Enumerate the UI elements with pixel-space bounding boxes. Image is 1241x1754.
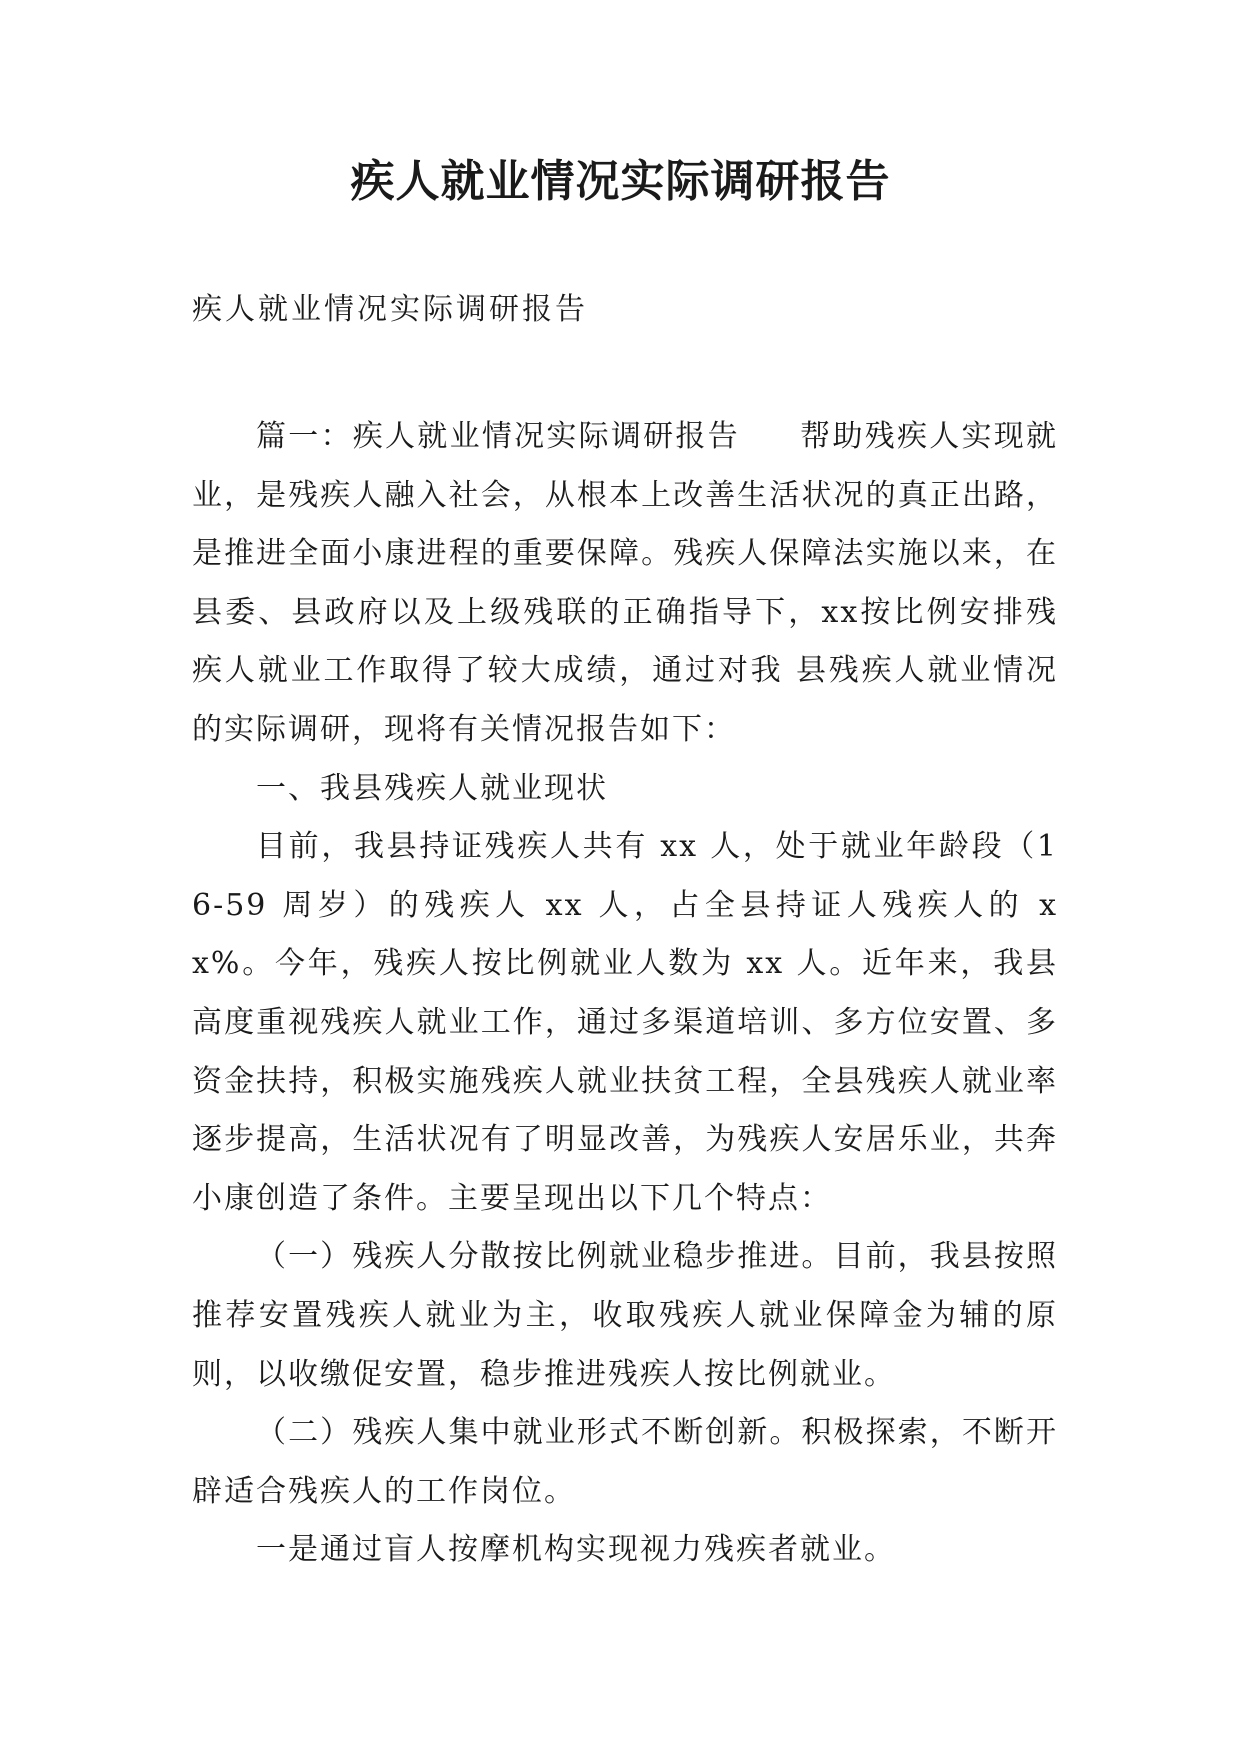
- paragraph-text: 帮助残疾人实现就业，是残疾人融入社会，从根本上改善生活状况的真正出路，是推进全面小康进程的重要保障。残疾人保障法实施以来，在县委、县政府以及上级残联的正确指导下，xx按比例安排残疾人就业工作取得了较大成绩，通过对我 县残疾人就业情况的实际调研，现将有关情况报告如下：: [192, 419, 1059, 747]
- paragraph-lead: 篇一：疾人就业情况实际调研报告: [256, 419, 740, 454]
- paragraph-point-one: （一）残疾人分散按比例就业稳步推进。目前，我县按照推荐安置残疾人就业为主，收取残疾人就业保障金为辅的原则，以收缴促安置，稳步推进残疾人按比例就业。: [192, 1239, 1058, 1392]
- document-body: [192, 408, 1058, 1580]
- paragraph-current-status: 目前，我县持证残疾人共有 xx 人，处于就业年龄段（16-59 周岁）的残疾人 xx 人，占全县持证人残疾人的 xx%。今年，残疾人按比例就业人数为 xx 人。近年来，我县高度重视残疾人就业工作，通过多渠道培训、多方位安置、多资金扶持，积极实施残疾人就业扶贫工程，全县残疾人就业率逐步提高，生活状况有了明显改善，为残疾人安居乐业，共奔小康创造了条件。主要呈现出以下几个特点：: [192, 829, 1058, 1216]
- paragraph-sub-point: 一是通过盲人按摩机构实现视力残疾者就业。: [256, 1532, 896, 1568]
- document-subtitle: 疾人就业情况实际调研报告: [192, 292, 588, 327]
- paragraph-point-two: （二）残疾人集中就业形式不断创新。积极探索，不断开辟适合残疾人的工作岗位。: [192, 1415, 1058, 1509]
- paragraph-intro: [192, 408, 1058, 760]
- section-heading: 一、我县残疾人就业现状: [256, 770, 608, 806]
- document-title: 疾人就业情况实际调研报告: [350, 156, 891, 207]
